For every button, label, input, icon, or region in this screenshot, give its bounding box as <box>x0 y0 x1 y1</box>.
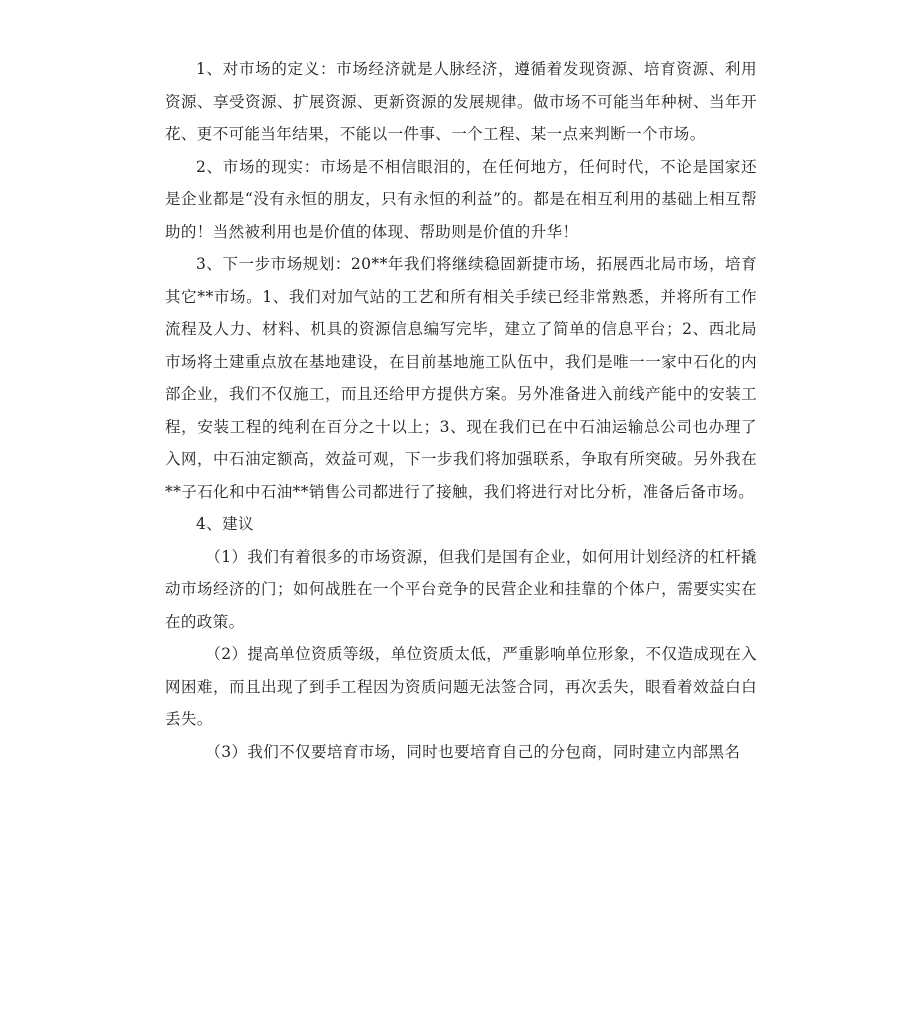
document-body <box>165 53 757 768</box>
suggestion-1: （1）我们有着很多的市场资源，但我们是国有企业，如何用计划经济的杠杆撬动市场经济的门；如何战胜在一个平台竞争的民营企业和挂靠的个体户，需要实实在在的政策。 <box>165 547 757 631</box>
suggestion-2: （2）提高单位资质等级，单位资质太低，严重影响单位形象，不仅造成现在入网困难，而且出现了到手工程因为资质问题无法签合同，再次丢失，眼看着效益白白丢失。 <box>165 645 757 728</box>
paragraph-market-definition: 1、对市场的定义：市场经济就是人脉经济，遵循着发现资源、培育资源、利用资源、享受资源、扩展资源、更新资源的发展规律。做市场不可能当年种树、当年开花、更不可能当年结果，不能以一件事、一个工程、某一点来判断一个市场。 <box>165 60 757 143</box>
paragraph-market-reality: 2、市场的现实：市场是不相信眼泪的，在任何地方，任何时代，不论是国家还是企业都是“没有永恒的朋友，只有永恒的利益”的。都是在相互利用的基础上相互帮助的！当然被利用也是价值的体现、帮助则是价值的升华！ <box>165 157 757 241</box>
suggestion-3: （3）我们不仅要培育市场，同时也要培育自己的分包商，同时建立内部黑名 <box>205 742 741 761</box>
paragraph-market-plan: 3、下一步市场规划：20**年我们将继续稳固新捷市场，拓展西北局市场，培育其它**市场。1、我们对加气站的工艺和所有相关手续已经非常熟悉，并将所有工作流程及人力、材料、机具的资源信息编写完毕，建立了简单的信息平台；2、西北局市场将土建重点放在基地建设，在目前基地施工队伍中，我们是唯一一家中石化的内部企业，我们不仅施工，而且还给甲方提供方案。另外准备进入前线产能中的安装工程，安装工程的纯利在百分之十以上；3、现在我们已在中石油运输总公司也办理了入网，中石油定额高，效益可观，下一步我们将加强联系，争取有所突破。另外我在**子石化和中石油**销售公司都进行了接触，我们将进行对比分析，准备后备市场。 <box>165 255 757 501</box>
heading-suggestions: 4、建议 <box>196 515 254 533</box>
